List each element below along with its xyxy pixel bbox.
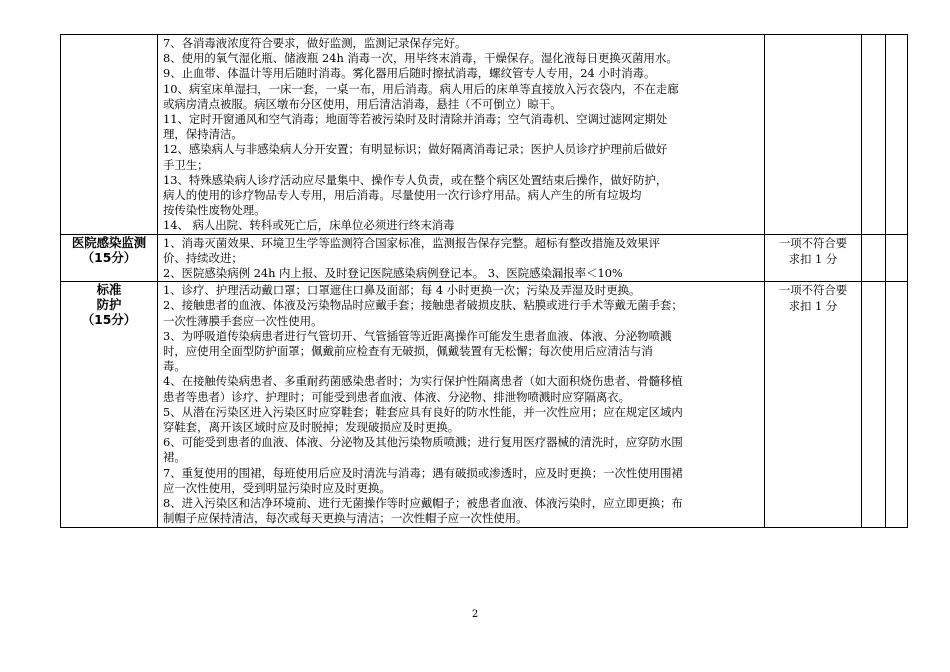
- requirement-line: 7、重复使用的围裙，每班使用后应及时清洗与消毒；遇有破损或渗透时，应及时更换；一次性使用围裙: [163, 465, 683, 480]
- deduction-rule-cell: [765, 282, 862, 527]
- requirement-line: 制帽子应保持清洁，每次或每天更换与清洁；一次性帽子应一次性使用。: [163, 511, 528, 526]
- table-row: [61, 35, 908, 235]
- table-row: [61, 234, 908, 282]
- item-name-line: 医院感染监测: [71, 234, 147, 250]
- remarks-cell: [886, 282, 908, 527]
- item-name-cell: [61, 234, 158, 282]
- requirement-line: 裙。: [163, 450, 186, 465]
- deduction-rule-line: 一项不符合要: [778, 235, 848, 250]
- requirement-line: 或病房清点被服。病区墩布分区使用，用后清洁消毒，悬挂（不可倒立）晾干。: [163, 96, 562, 111]
- score-cell: [862, 35, 886, 235]
- requirement-line: 一次性薄膜手套应一次性使用。: [163, 313, 323, 328]
- item-name-line: 防护: [96, 297, 122, 313]
- requirement-line: 穿鞋套，离开该区域时应及时脱掉；发现破损应及时更换。: [163, 420, 460, 435]
- deduction-rule-line: 一项不符合要: [778, 283, 848, 298]
- requirement-line: 11、定时开窗通风和空气消毒；地面等若被污染时及时清除并消毒；空气消毒机、空调过滤网定期处: [163, 112, 668, 127]
- remarks-cell: [886, 35, 908, 235]
- requirement-line: 手卫生；: [163, 157, 209, 172]
- requirement-line: 13、特殊感染病人诊疗活动应尽量集中、操作专人负责，或在整个病区处置结束后操作，做好防护，: [163, 172, 668, 187]
- requirement-line: 1、消毒灭菌效果、环境卫生学等监测符合国家标准，监测报告保存完整。超标有整改措施及效果评: [163, 235, 661, 250]
- requirement-line: 患者等患者）诊疗、护理时；可能受到患者血液、体液、分泌物、排泄物喷溅时应穿隔离衣。: [163, 389, 631, 404]
- requirement-line: 14、 病人出院、转科或死亡后，床单位必须进行终末消毒: [163, 218, 455, 233]
- requirement-line: 2、医院感染病例 24h 内上报、及时登记医院感染病例登记本。 3、医院感染漏报率＜10%: [163, 266, 623, 281]
- requirement-line: 毒。: [163, 359, 186, 374]
- requirement-line: 8、使用的氧气湿化瓶、储液瓶 24h 消毒一次，用毕终末消毒，干燥保存。湿化液每日更换灭菌用水。: [163, 51, 678, 66]
- standards-table: [60, 34, 908, 528]
- requirement-line: 3、为呼吸道传染病患者进行气管切开、气管插管等近距离操作可能发生患者血液、体液、分泌物喷溅: [163, 328, 672, 343]
- requirement-line: 9、止血带、体温计等用后随时消毒。雾化器用后随时擦拭消毒，螺纹管专人专用，24 小时消毒。: [163, 66, 656, 81]
- score-cell: [862, 234, 886, 282]
- page-number: 2: [471, 609, 479, 620]
- deduction-rule-line: 求扣 1 分: [788, 299, 838, 314]
- requirement-line: 7、各消毒液浓度符合要求，做好监测，监测记录保存完好。: [163, 36, 467, 50]
- requirement-line: 1、诊疗、护理活动戴口罩；口罩遮住口鼻及面部；每 4 小时更换一次；污染及弄湿及时更换。: [163, 283, 641, 298]
- requirement-line: 时，应使用全面型防护面罩；佩戴前应检查有无破损，佩戴装置有无松懈；每次使用后应清洁与消: [163, 344, 653, 359]
- requirement-line: 5、从潜在污染区进入污染区时应穿鞋套；鞋套应具有良好的防水性能，并一次性应用；应在规定区域内: [163, 404, 683, 419]
- requirement-line: 病人的使用的诊疗物品专人专用，用后消毒。尽量使用一次行诊疗用品。病人产生的所有垃圾均: [163, 188, 642, 203]
- item-name-line: （15分）: [81, 249, 137, 265]
- requirement-line: 12、感染病人与非感染病人分开安置；有明显标识；做好隔离消毒记录；医护人员诊疗护理前后做好: [163, 142, 668, 157]
- item-name-cell: [61, 282, 158, 527]
- requirement-line: 理，保持清洁。: [163, 127, 243, 142]
- requirement-line: 应一次性使用，受到明显污染时应及时更换。: [163, 480, 391, 495]
- remarks-cell: [886, 234, 908, 282]
- deduction-rule-cell: [765, 234, 862, 282]
- item-name-line: （15分）: [81, 312, 137, 328]
- table-row: [61, 282, 908, 527]
- requirement-line: 2、接触患者的血液、体液及污染物品时应戴手套；接触患者破损皮肤、粘膜或进行手术等戴无菌手套；: [163, 298, 683, 313]
- deduction-rule-cell: [765, 35, 862, 235]
- requirement-line: 价、持续改进；: [163, 250, 243, 265]
- item-name-cell: [61, 35, 158, 235]
- requirements-cell: [158, 35, 765, 235]
- requirement-line: 6、可能受到患者的血液、体液、分泌物及其他污染物质喷溅；进行复用医疗器械的清洗时，应穿防水围: [163, 435, 683, 450]
- table-body: [61, 35, 908, 528]
- requirement-line: 10、病室床单湿扫，一床一套，一桌一布，用后消毒。病人用后的床单等直接放入污衣袋内，不在走廊: [163, 81, 679, 96]
- requirements-cell: [158, 234, 765, 282]
- score-cell: [862, 282, 886, 527]
- requirement-line: 8、进入污染区和洁净环境前、进行无菌操作等时应戴帽子；被患者血液、体液污染时，应立即更换；布: [163, 496, 683, 511]
- requirement-line: 4、在接触传染病患者、多重耐药菌感染患者时；为实行保护性隔离患者（如大面积烧伤患者、骨髓移植: [163, 374, 683, 389]
- deduction-rule-line: 求扣 1 分: [788, 251, 838, 266]
- requirements-cell: [158, 282, 765, 527]
- requirement-line: 按传染性废物处理。: [163, 203, 266, 218]
- item-name-line: 标准: [96, 282, 122, 298]
